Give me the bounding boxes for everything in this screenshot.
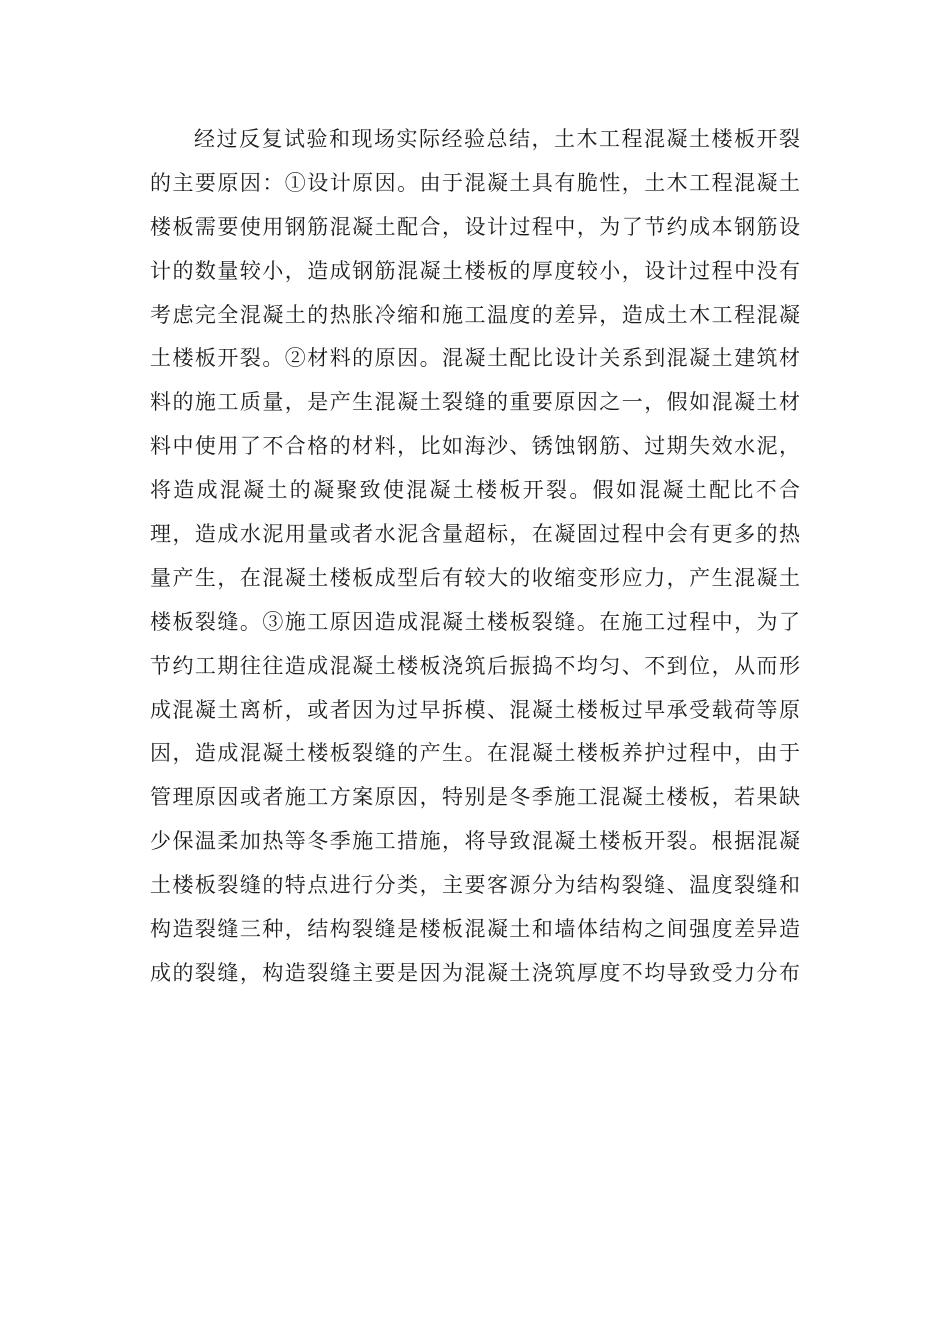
paragraph-line: 少保温柔加热等冬季施工措施，将导致混凝土楼板开裂。根据混凝: [150, 829, 800, 854]
paragraph-line: 节约工期往往造成混凝土楼板浇筑后振捣不均匀、不到位，从而形: [150, 653, 800, 678]
paragraph-line: 成的裂缝，构造裂缝主要是因为混凝土浇筑厚度不均导致受力分布: [150, 960, 800, 985]
paragraph-line: 管理原因或者施工方案原因，特别是冬季施工混凝土楼板，若果缺: [150, 785, 800, 810]
body-paragraph: [150, 118, 800, 996]
paragraph-line: 土楼板开裂。②材料的原因。混凝土配比设计关系到混凝土建筑材: [150, 346, 800, 371]
paragraph-line: 理，造成水泥用量或者水泥含量超标，在凝固过程中会有更多的热: [150, 522, 800, 547]
paragraph-line: 考虑完全混凝土的热胀冷缩和施工温度的差异，造成土木工程混凝: [150, 302, 800, 327]
paragraph-line: 的主要原因：①设计原因。由于混凝土具有脆性，土木工程混凝土: [150, 170, 800, 195]
paragraph-line: 经过反复试验和现场实际经验总结，土木工程混凝土楼板开裂: [194, 127, 800, 151]
paragraph-line: 土楼板裂缝的特点进行分类，主要客源分为结构裂缝、温度裂缝和: [150, 873, 800, 898]
paragraph-line: 计的数量较小，造成钢筋混凝土楼板的厚度较小，设计过程中没有: [150, 258, 800, 283]
paragraph-line: 构造裂缝三种，结构裂缝是楼板混凝土和墙体结构之间强度差异造: [150, 917, 800, 942]
paragraph-line: 成混凝土离析，或者因为过早拆模、混凝土楼板过早承受载荷等原: [150, 697, 800, 722]
paragraph-line: 楼板裂缝。③施工原因造成混凝土楼板裂缝。在施工过程中，为了: [150, 609, 800, 634]
paragraph-line: 因，造成混凝土楼板裂缝的产生。在混凝土楼板养护过程中，由于: [150, 741, 800, 766]
paragraph-line: 楼板需要使用钢筋混凝土配合，设计过程中，为了节约成本钢筋设: [150, 214, 800, 239]
paragraph-line: 料的施工质量，是产生混凝土裂缝的重要原因之一，假如混凝土材: [150, 390, 800, 415]
paragraph-line: 量产生，在混凝土楼板成型后有较大的收缩变形应力，产生混凝土: [150, 565, 800, 590]
paragraph-line: 料中使用了不合格的材料，比如海沙、锈蚀钢筋、过期失效水泥，: [150, 434, 800, 459]
paragraph-line: 将造成混凝土的凝聚致使混凝土楼板开裂。假如混凝土配比不合: [150, 478, 800, 503]
